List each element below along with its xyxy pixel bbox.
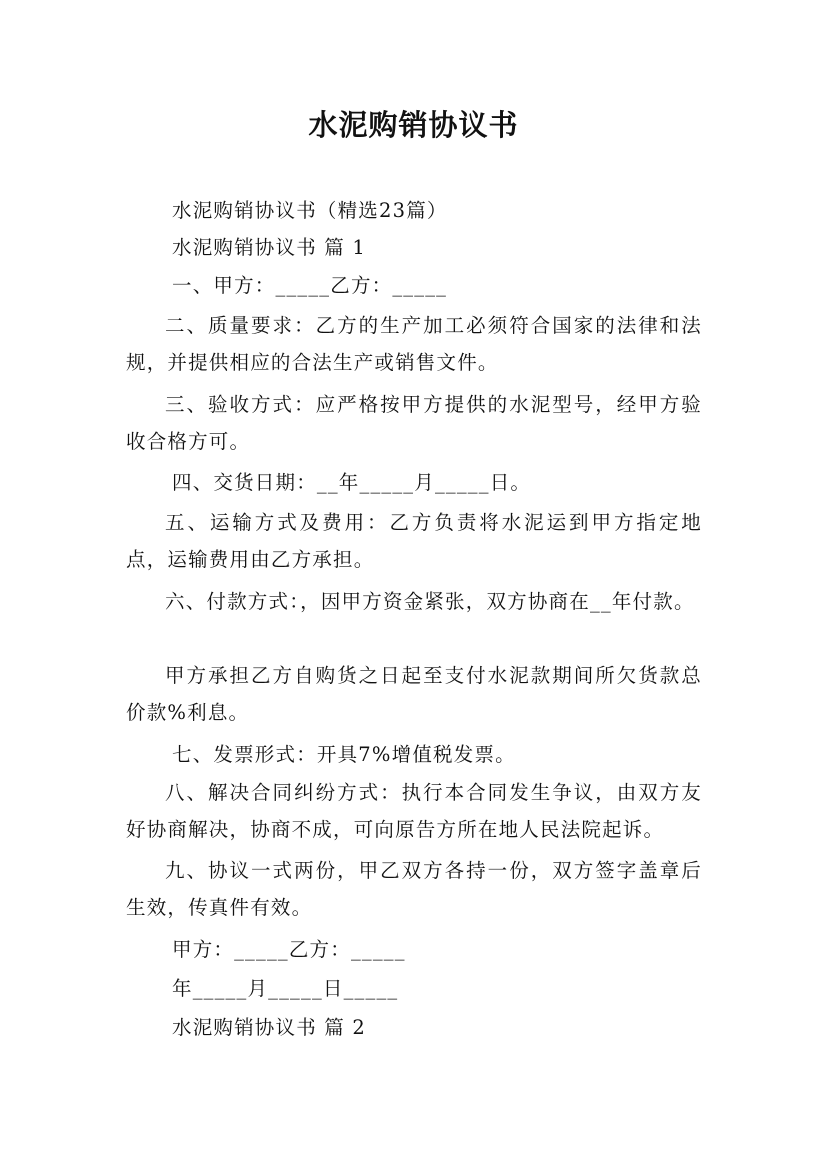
document-title: 水泥购销协议书	[308, 108, 519, 142]
clause-payment: 六、付款方式：，因甲方资金紧张，双方协商在__年付款。	[165, 590, 695, 613]
clause-payment-note: 甲方承担乙方自购货之日起至支付水泥款期间所欠货款总价款%利息。	[126, 664, 702, 724]
clause-copies: 九、协议一式两份，甲乙双方各持一份，双方签字盖章后生效，传真件有效。	[126, 859, 702, 919]
clause-quality: 二、质量要求：乙方的生产加工必须符合国家的法律和法规，并提供相应的合法生产或销售文件。	[126, 314, 702, 374]
clause-dispute: 八、解决合同纠纷方式：执行本合同发生争议，由双方友好协商解决，协商不成，可向原告方所在地人民法院起诉。	[126, 781, 702, 841]
section-heading-2: 水泥购销协议书 篇 2	[172, 1016, 367, 1039]
signature-line: 甲方：_____乙方：_____	[172, 938, 406, 961]
clause-delivery-date: 四、交货日期：__年_____月_____日。	[172, 471, 532, 494]
clause-invoice: 七、发票形式：开具7%增值税发票。	[172, 743, 516, 766]
document-subtitle: 水泥购销协议书（精选23篇）	[172, 199, 448, 222]
date-line: 年_____月_____日_____	[172, 977, 399, 1000]
clause-transport: 五、运输方式及费用：乙方负责将水泥运到甲方指定地点，运输费用由乙方承担。	[126, 511, 702, 571]
section-heading-1: 水泥购销协议书 篇 1	[172, 236, 367, 259]
clause-acceptance: 三、验收方式：应严格按甲方提供的水泥型号，经甲方验收合格方可。	[126, 393, 702, 453]
clause-parties: 一、甲方：_____乙方：_____	[172, 274, 448, 297]
